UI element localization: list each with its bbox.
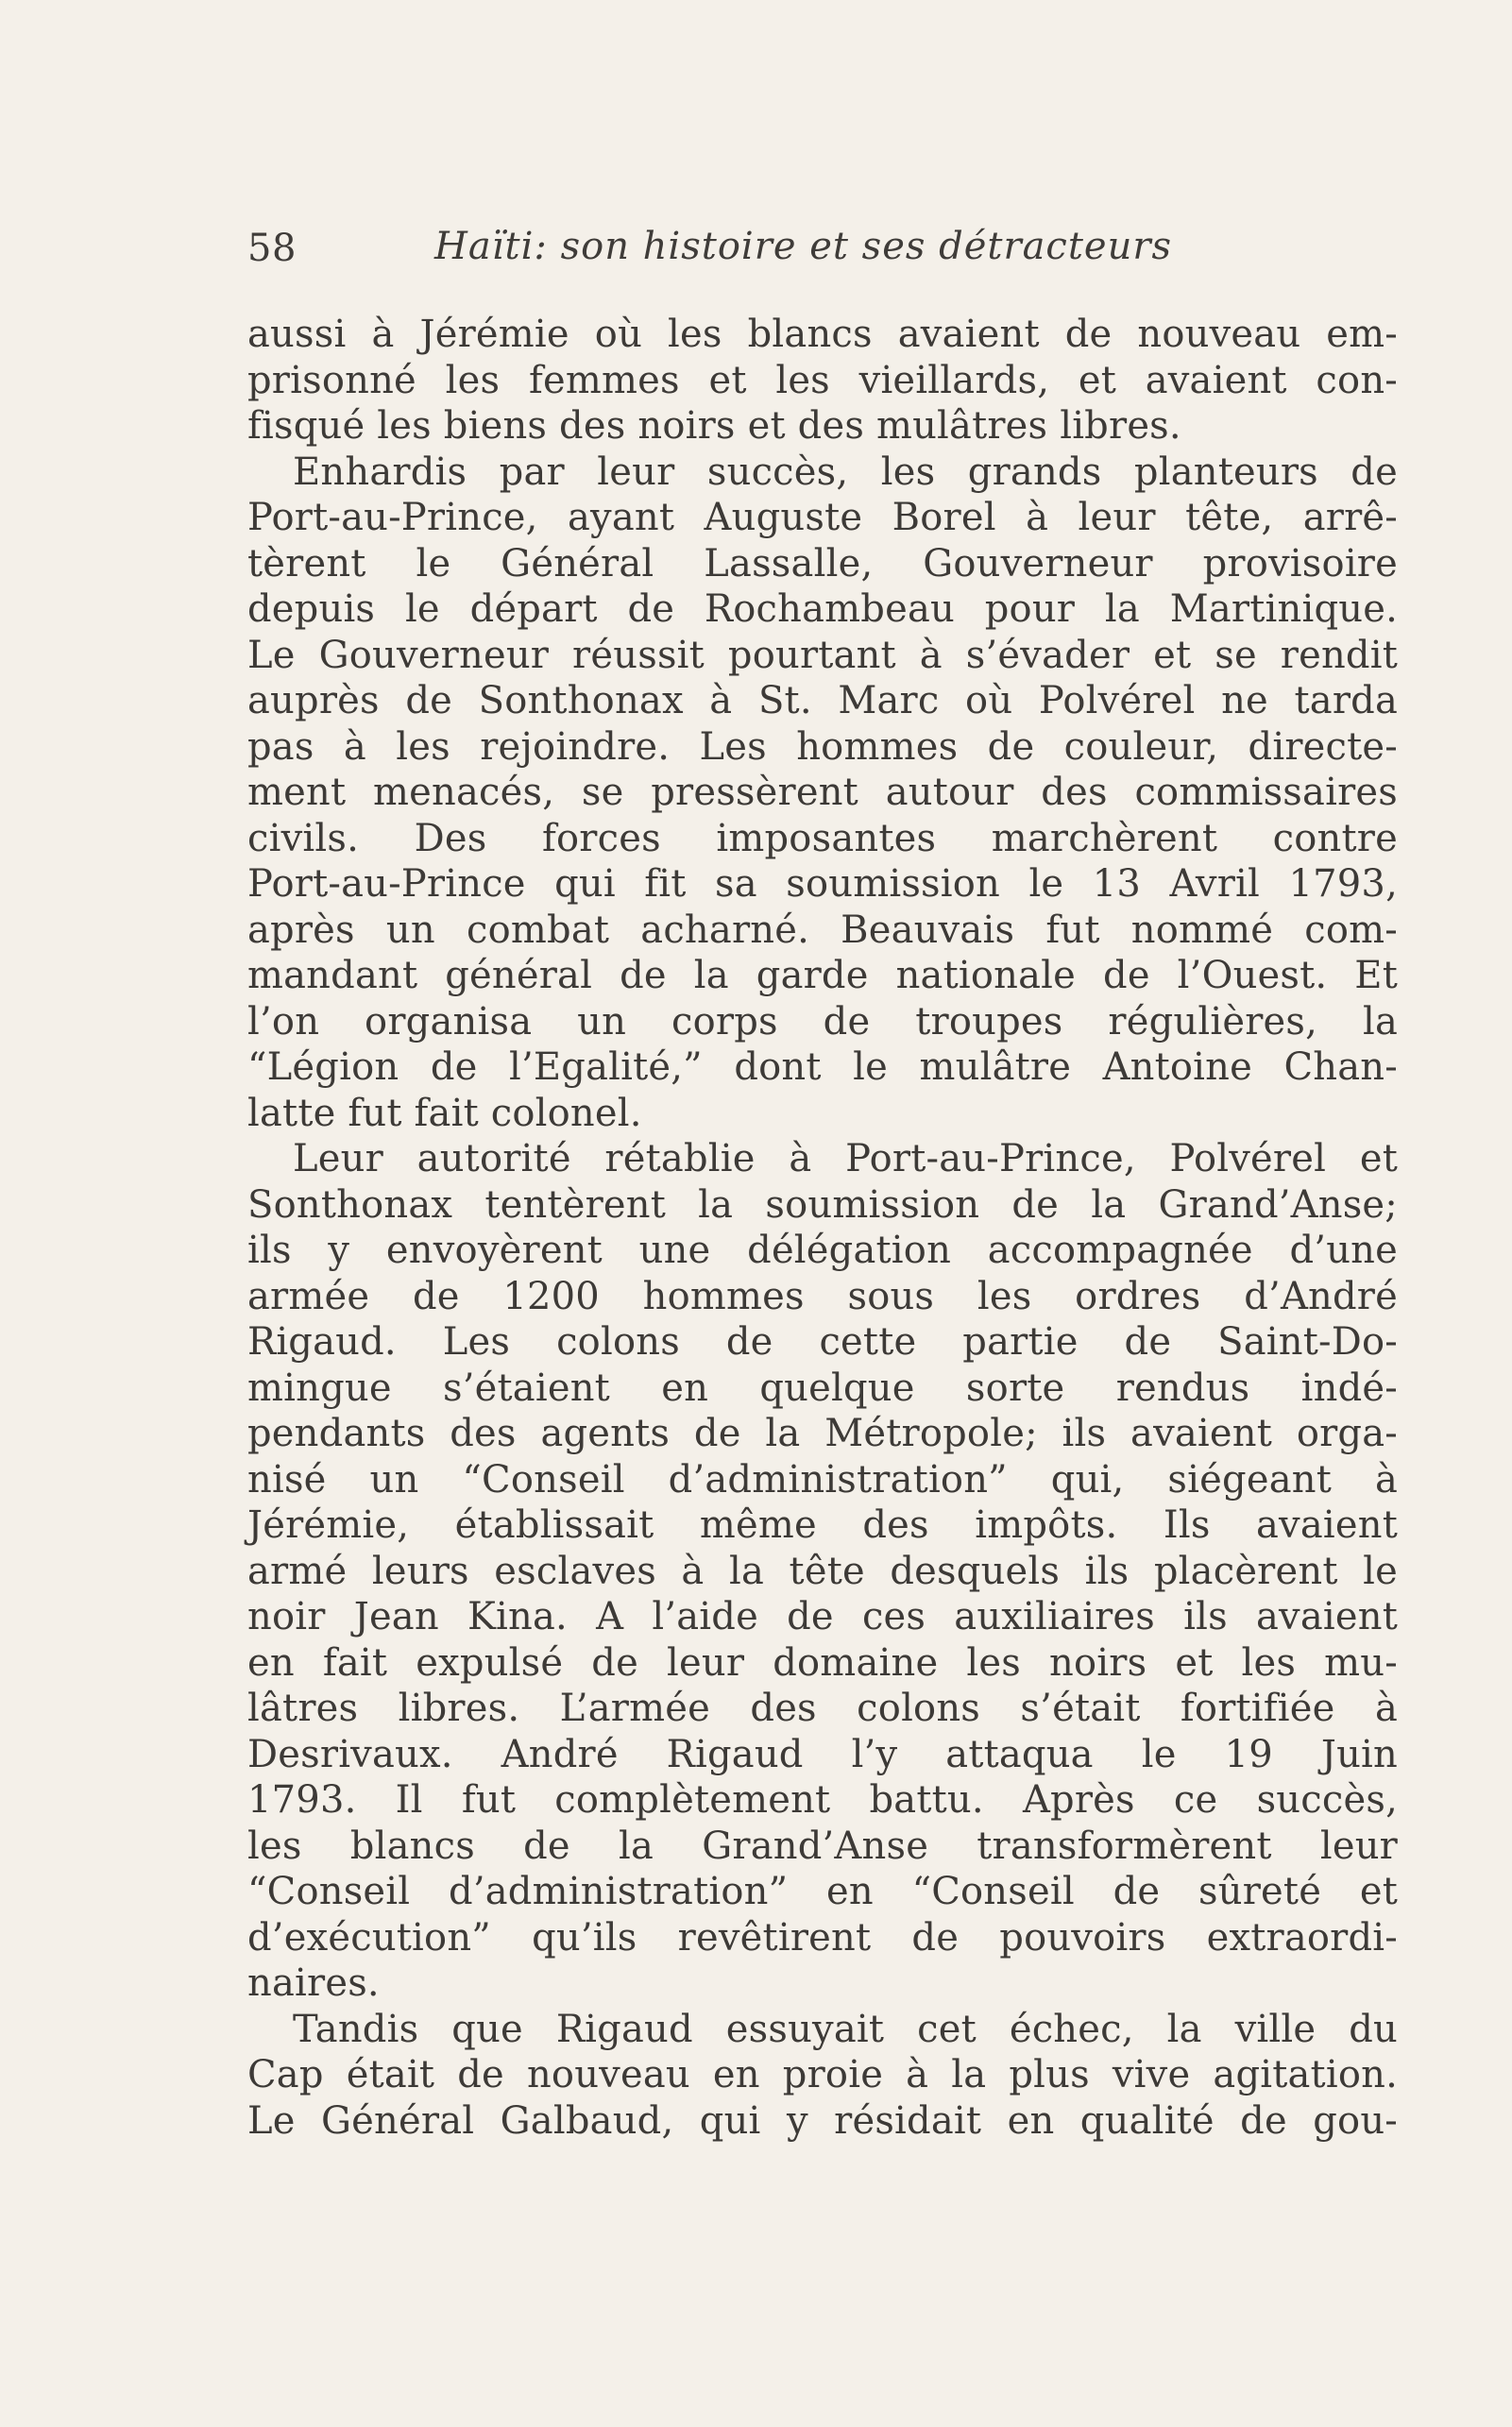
text-line: “Conseil d’administration” en “Conseil de sûreté et [247, 1870, 1398, 1913]
page-number: 58 [247, 227, 297, 270]
text-line: naires. [247, 1961, 380, 2005]
text-line: auprès de Sonthonax à St. Marc où Polvérel ne tarda [247, 679, 1398, 722]
text-line: après un combat acharné. Beauvais fut nommé com- [247, 908, 1398, 952]
text-line: Sonthonax tentèrent la soumission de la Grand’Anse; [247, 1182, 1398, 1227]
text-line: mandant général de la garde nationale de l’Ouest. Et [247, 954, 1398, 997]
text-line: armée de 1200 hommes sous les ordres d’André [247, 1274, 1398, 1318]
text-line: l’on organisa un corps de troupes régulières, la [247, 999, 1398, 1044]
text-line: 1793. Il fut complètement battu. Après ce succès, [247, 1778, 1398, 1822]
text-line: pendants des agents de la Métropole; ils avaient orga- [247, 1412, 1398, 1455]
text-line: Enhardis par leur succès, les grands planteurs de [293, 450, 1398, 494]
page-header [247, 227, 1305, 283]
text-line: armé leurs esclaves à la tête desquels ils placèrent le [247, 1549, 1398, 1593]
text-line: depuis le départ de Rochambeau pour la Martinique. [247, 587, 1398, 631]
text-line: Le Général Galbaud, qui y résidait en qualité de gou- [247, 2098, 1398, 2143]
text-line: Le Gouverneur réussit pourtant à s’évader et se rendit [247, 633, 1398, 677]
text-line: d’exécution” qu’ils revêtirent de pouvoirs extraordi- [247, 1915, 1398, 1960]
text-line: fisqué les biens des noirs et des mulâtres libres. [247, 404, 1181, 448]
text-line: Leur autorité rétablie à Port-au-Prince, Polvérel et [293, 1137, 1398, 1180]
text-line: nisé un “Conseil d’administration” qui, siégeant à [247, 1457, 1398, 1502]
text-line: ils y envoyèrent une délégation accompagnée d’une [247, 1229, 1398, 1272]
text-line: les blancs de la Grand’Anse transformèrent leur [247, 1824, 1398, 1868]
text-line: Cap était de nouveau en proie à la plus vive agitation. [247, 2053, 1398, 2096]
text-line: aussi à Jérémie où les blancs avaient de nouveau em- [247, 313, 1398, 356]
text-line: lâtres libres. L’armée des colons s’était fortifiée à [247, 1687, 1398, 1730]
text-line: Desrivaux. André Rigaud l’y attaqua le 19 Juin [247, 1732, 1398, 1776]
text-line: Jérémie, établissait même des impôts. Ils avaient [247, 1503, 1398, 1547]
running-title: Haïti: son histoire et ses détracteurs [434, 225, 1172, 268]
text-line: en fait expulsé de leur domaine les noirs et les mu- [247, 1640, 1398, 1685]
body-text [247, 312, 1398, 2144]
text-line: pas à les rejoindre. Les hommes de couleur, directe- [247, 724, 1398, 769]
text-line: Rigaud. Les colons de cette partie de Saint-Do- [247, 1320, 1398, 1364]
text-line: Port-au-Prince qui fit sa soumission le 13 Avril 1793, [247, 862, 1398, 906]
text-line: tèrent le Général Lassalle, Gouverneur provisoire [247, 541, 1398, 586]
text-line: mingue s’étaient en quelque sorte rendus indé- [247, 1366, 1398, 1410]
text-line: prisonné les femmes et les vieillards, et avaient con- [247, 358, 1398, 402]
text-line: “Légion de l’Egalité,” dont le mulâtre Antoine Chan- [247, 1045, 1398, 1089]
text-line: latte fut fait colonel. [247, 1091, 642, 1135]
text-line: Port-au-Prince, ayant Auguste Borel à leur tête, arrê- [247, 496, 1398, 539]
text-line: ment menacés, se pressèrent autour des commissaires [247, 771, 1398, 814]
text-line: Tandis que Rigaud essuyait cet échec, la ville du [293, 2007, 1398, 2051]
text-line: noir Jean Kina. A l’aide de ces auxiliaires ils avaient [247, 1595, 1398, 1638]
text-line: civils. Des forces imposantes marchèrent contre [247, 816, 1398, 860]
